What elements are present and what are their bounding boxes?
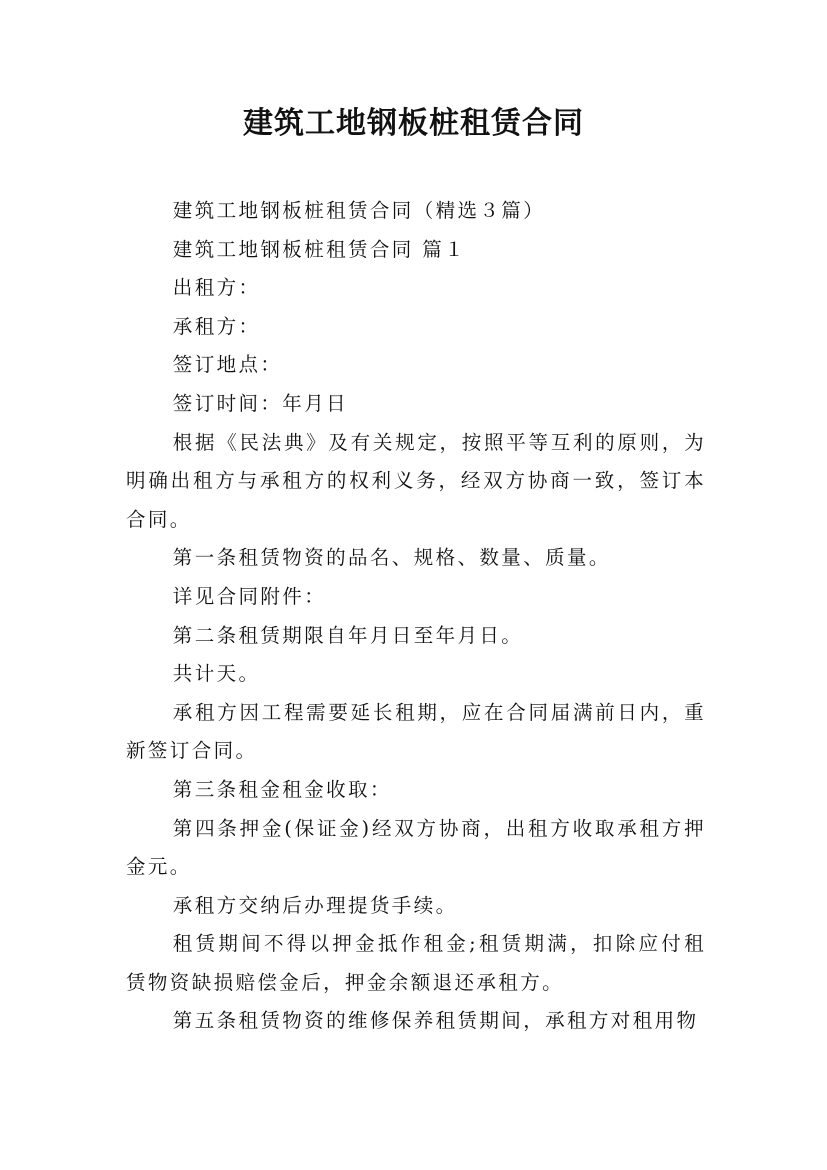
paragraph-preamble: 根据《民法典》及有关规定，按照平等互利的原则，为明确出租方与承租方的权利义务，经双方协商一致，签订本合同。 [126, 430, 706, 531]
document-title: 建筑工地钢板桩租赁合同 [243, 106, 584, 141]
paragraph-pickup: 承租方交纳后办理提货手续。 [172, 893, 458, 917]
paragraph-lessor: 出租方： [172, 276, 261, 300]
paragraph-article-3: 第三条租金租金收取： [172, 777, 392, 801]
paragraph-deposit-refund: 租赁期间不得以押金抵作租金;租赁期满，扣除应付租赁物资缺损赔偿金后，押金余额退还承租方。 [126, 932, 706, 994]
paragraph-article-2: 第二条租赁期限自年月日至年月日。 [172, 623, 524, 647]
paragraph-total-days: 共计天。 [172, 662, 261, 686]
paragraph-article-5: 第五条租赁物资的维修保养租赁期间，承租方对租用物 [172, 1009, 699, 1033]
paragraph-signing-time: 签订时间：年月日 [172, 391, 348, 415]
paragraph-signing-place: 签订地点： [172, 353, 283, 377]
paragraph-chapter-heading: 建筑工地钢板桩租赁合同 篇１ [172, 237, 467, 261]
paragraph-extension: 承租方因工程需要延长租期，应在合同届满前日内，重新签订合同。 [126, 700, 706, 763]
paragraph-article-4: 第四条押金(保证金)经双方协商，出租方收取承租方押金元。 [126, 816, 706, 879]
paragraph-selection-note: 建筑工地钢板桩租赁合同（精选３篇） [172, 199, 546, 222]
paragraph-article-1: 第一条租赁物资的品名、规格、数量、质量。 [172, 546, 611, 570]
document-body [126, 192, 706, 1041]
paragraph-attachment-note: 详见合同附件： [172, 584, 327, 608]
paragraph-lessee: 承租方： [172, 314, 261, 338]
